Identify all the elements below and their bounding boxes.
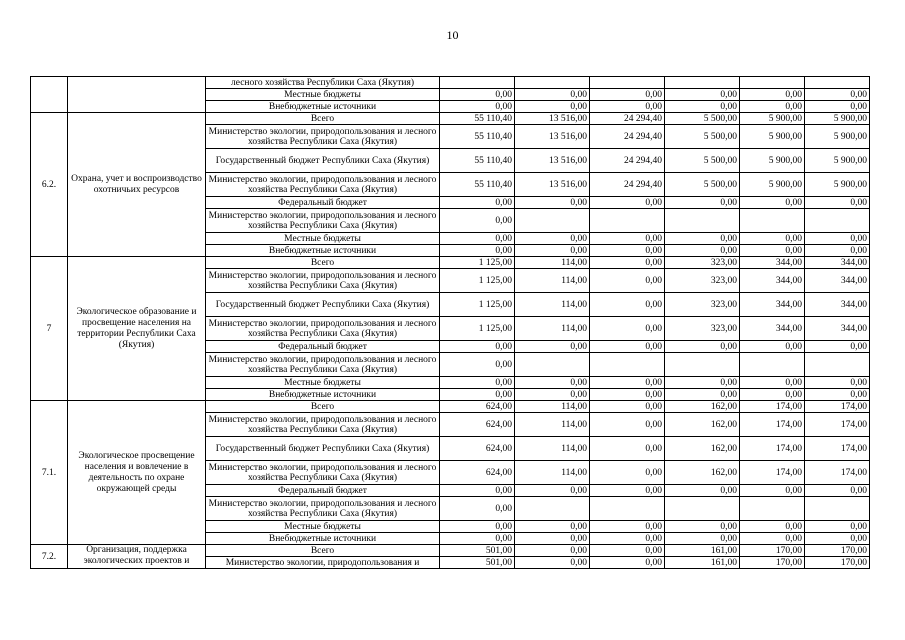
funding-source: Государственный бюджет Республики Саха (Якутия) xyxy=(206,293,440,317)
funding-source: Всего xyxy=(206,401,440,413)
amount-cell: 55 110,40 xyxy=(440,173,515,197)
amount-cell: 0,00 xyxy=(515,389,590,401)
amount-cell: 55 110,40 xyxy=(440,125,515,149)
amount-cell: 0,00 xyxy=(590,101,665,113)
amount-cell: 0,00 xyxy=(440,197,515,209)
amount-cell: 0,00 xyxy=(590,341,665,353)
amount-cell: 0,00 xyxy=(665,377,740,389)
amount-cell: 5 900,00 xyxy=(805,149,870,173)
amount-cell: 114,00 xyxy=(515,257,590,269)
row-code: 6.2. xyxy=(31,113,68,257)
row-program-name: Охрана, учет и воспроизводство охотничьих ресурсов xyxy=(68,113,206,257)
row-code xyxy=(31,77,68,113)
amount-cell: 174,00 xyxy=(805,437,870,461)
amount-cell: 0,00 xyxy=(665,101,740,113)
amount-cell: 344,00 xyxy=(740,269,805,293)
amount-cell: 0,00 xyxy=(740,101,805,113)
amount-cell: 344,00 xyxy=(805,293,870,317)
amount-cell: 5 900,00 xyxy=(805,113,870,125)
amount-cell: 0,00 xyxy=(515,557,590,569)
amount-cell: 13 516,00 xyxy=(515,149,590,173)
amount-cell: 0,00 xyxy=(590,557,665,569)
amount-cell: 0,00 xyxy=(590,437,665,461)
amount-cell: 0,00 xyxy=(665,89,740,101)
row-code: 7 xyxy=(31,257,68,401)
amount-cell: 1 125,00 xyxy=(440,317,515,341)
amount-cell: 0,00 xyxy=(440,521,515,533)
page-number: 10 xyxy=(446,28,459,42)
amount-cell: 0,00 xyxy=(740,377,805,389)
funding-source: Государственный бюджет Республики Саха (Якутия) xyxy=(206,149,440,173)
funding-source: Местные бюджеты xyxy=(206,233,440,245)
amount-cell: 0,00 xyxy=(805,485,870,497)
amount-cell: 0,00 xyxy=(590,461,665,485)
amount-cell: 344,00 xyxy=(740,317,805,341)
amount-cell: 501,00 xyxy=(440,545,515,557)
amount-cell: 323,00 xyxy=(665,269,740,293)
amount-cell: 0,00 xyxy=(740,389,805,401)
amount-cell xyxy=(590,497,665,521)
amount-cell: 162,00 xyxy=(665,437,740,461)
amount-cell: 0,00 xyxy=(740,521,805,533)
amount-cell: 323,00 xyxy=(665,257,740,269)
amount-cell: 174,00 xyxy=(805,461,870,485)
amount-cell: 0,00 xyxy=(440,209,515,233)
row-program-name: Организация, поддержка экологических проектов и xyxy=(68,545,206,569)
amount-cell: 55 110,40 xyxy=(440,149,515,173)
table-row xyxy=(31,77,870,89)
amount-cell: 0,00 xyxy=(805,341,870,353)
amount-cell: 114,00 xyxy=(515,401,590,413)
amount-cell: 5 900,00 xyxy=(805,173,870,197)
amount-cell: 5 900,00 xyxy=(805,125,870,149)
amount-cell: 5 900,00 xyxy=(740,125,805,149)
amount-cell: 1 125,00 xyxy=(440,293,515,317)
amount-cell: 0,00 xyxy=(740,89,805,101)
row-code: 7.2. xyxy=(31,545,68,569)
amount-cell: 114,00 xyxy=(515,269,590,293)
amount-cell xyxy=(805,77,870,89)
amount-cell: 0,00 xyxy=(805,521,870,533)
funding-source: Министерство экологии, природопользования и лесного хозяйства Республики Саха (Якутия) xyxy=(206,317,440,341)
amount-cell: 0,00 xyxy=(665,341,740,353)
amount-cell xyxy=(590,353,665,377)
amount-cell: 0,00 xyxy=(440,389,515,401)
amount-cell: 55 110,40 xyxy=(440,113,515,125)
amount-cell xyxy=(805,353,870,377)
amount-cell: 1 125,00 xyxy=(440,257,515,269)
amount-cell: 0,00 xyxy=(805,533,870,545)
amount-cell: 174,00 xyxy=(740,437,805,461)
amount-cell: 161,00 xyxy=(665,557,740,569)
amount-cell: 0,00 xyxy=(665,245,740,257)
funding-source: Министерство экологии, природопользования и лесного хозяйства Республики Саха (Якутия) xyxy=(206,209,440,233)
amount-cell: 174,00 xyxy=(740,461,805,485)
amount-cell: 0,00 xyxy=(440,245,515,257)
amount-cell: 323,00 xyxy=(665,317,740,341)
funding-source: Министерство экологии, природопользования и лесного хозяйства Республики Саха (Якутия) xyxy=(206,497,440,521)
amount-cell: 1 125,00 xyxy=(440,269,515,293)
amount-cell: 0,00 xyxy=(440,353,515,377)
amount-cell: 114,00 xyxy=(515,461,590,485)
amount-cell: 0,00 xyxy=(665,233,740,245)
amount-cell: 0,00 xyxy=(590,389,665,401)
amount-cell: 0,00 xyxy=(590,377,665,389)
amount-cell xyxy=(515,209,590,233)
amount-cell: 162,00 xyxy=(665,401,740,413)
amount-cell xyxy=(665,353,740,377)
funding-source: Федеральный бюджет xyxy=(206,197,440,209)
amount-cell: 323,00 xyxy=(665,293,740,317)
funding-source: Всего xyxy=(206,545,440,557)
funding-source: Министерство экологии, природопользования и лесного хозяйства Республики Саха (Якутия) xyxy=(206,413,440,437)
amount-cell: 5 500,00 xyxy=(665,125,740,149)
amount-cell: 0,00 xyxy=(515,533,590,545)
amount-cell: 0,00 xyxy=(515,89,590,101)
amount-cell: 0,00 xyxy=(665,485,740,497)
amount-cell: 0,00 xyxy=(515,245,590,257)
amount-cell: 0,00 xyxy=(805,377,870,389)
amount-cell: 624,00 xyxy=(440,401,515,413)
amount-cell: 0,00 xyxy=(665,389,740,401)
amount-cell: 0,00 xyxy=(590,245,665,257)
amount-cell: 0,00 xyxy=(440,485,515,497)
amount-cell: 161,00 xyxy=(665,545,740,557)
amount-cell: 0,00 xyxy=(515,233,590,245)
amount-cell: 0,00 xyxy=(590,401,665,413)
amount-cell: 0,00 xyxy=(515,341,590,353)
amount-cell xyxy=(515,353,590,377)
amount-cell: 0,00 xyxy=(440,233,515,245)
amount-cell: 5 900,00 xyxy=(740,113,805,125)
funding-source: Министерство экологии, природопользования и лесного хозяйства Республики Саха (Якутия) xyxy=(206,173,440,197)
amount-cell xyxy=(740,497,805,521)
amount-cell xyxy=(805,497,870,521)
amount-cell: 24 294,40 xyxy=(590,173,665,197)
amount-cell: 13 516,00 xyxy=(515,173,590,197)
amount-cell: 162,00 xyxy=(665,413,740,437)
amount-cell: 344,00 xyxy=(740,257,805,269)
amount-cell xyxy=(805,209,870,233)
funding-source: Министерство экологии, природопользования и лесного хозяйства Республики Саха (Якутия) xyxy=(206,125,440,149)
amount-cell xyxy=(515,77,590,89)
amount-cell xyxy=(590,209,665,233)
amount-cell: 0,00 xyxy=(590,233,665,245)
amount-cell: 114,00 xyxy=(515,317,590,341)
amount-cell: 170,00 xyxy=(805,557,870,569)
amount-cell: 5 900,00 xyxy=(740,173,805,197)
amount-cell: 174,00 xyxy=(805,413,870,437)
funding-source: Внебюджетные источники xyxy=(206,389,440,401)
amount-cell: 0,00 xyxy=(590,317,665,341)
amount-cell: 501,00 xyxy=(440,557,515,569)
amount-cell: 0,00 xyxy=(590,545,665,557)
funding-source: Всего xyxy=(206,257,440,269)
amount-cell: 0,00 xyxy=(590,257,665,269)
funding-source: Внебюджетные источники xyxy=(206,533,440,545)
table-row xyxy=(31,401,870,413)
funding-source: Местные бюджеты xyxy=(206,89,440,101)
amount-cell: 0,00 xyxy=(515,197,590,209)
funding-source: Внебюджетные источники xyxy=(206,245,440,257)
amount-cell: 0,00 xyxy=(665,521,740,533)
funding-source: Местные бюджеты xyxy=(206,377,440,389)
row-program-name xyxy=(68,77,206,113)
amount-cell: 5 500,00 xyxy=(665,113,740,125)
amount-cell: 624,00 xyxy=(440,461,515,485)
funding-source: Государственный бюджет Республики Саха (Якутия) xyxy=(206,437,440,461)
amount-cell: 344,00 xyxy=(805,269,870,293)
amount-cell: 0,00 xyxy=(740,533,805,545)
funding-source: лесного хозяйства Республики Саха (Якутия) xyxy=(206,77,440,89)
amount-cell: 13 516,00 xyxy=(515,125,590,149)
row-code: 7.1. xyxy=(31,401,68,545)
amount-cell: 344,00 xyxy=(740,293,805,317)
amount-cell: 0,00 xyxy=(440,497,515,521)
amount-cell: 0,00 xyxy=(590,485,665,497)
amount-cell: 0,00 xyxy=(740,341,805,353)
funding-source: Министерство экологии, природопользования и лесного хозяйства Республики Саха (Якутия) xyxy=(206,461,440,485)
amount-cell xyxy=(740,77,805,89)
row-program-name: Экологическое просвещение населения и вовлечение в деятельность по охране окружающей среды xyxy=(68,401,206,545)
amount-cell: 0,00 xyxy=(590,269,665,293)
amount-cell: 24 294,40 xyxy=(590,113,665,125)
amount-cell: 0,00 xyxy=(515,485,590,497)
amount-cell: 624,00 xyxy=(440,437,515,461)
amount-cell xyxy=(515,497,590,521)
amount-cell: 0,00 xyxy=(740,233,805,245)
table-row xyxy=(31,545,870,557)
amount-cell: 0,00 xyxy=(590,197,665,209)
amount-cell: 0,00 xyxy=(805,101,870,113)
amount-cell: 170,00 xyxy=(740,545,805,557)
amount-cell: 344,00 xyxy=(805,317,870,341)
amount-cell: 0,00 xyxy=(590,89,665,101)
table-row xyxy=(31,257,870,269)
amount-cell: 0,00 xyxy=(440,341,515,353)
funding-source: Всего xyxy=(206,113,440,125)
amount-cell xyxy=(440,77,515,89)
amount-cell: 114,00 xyxy=(515,293,590,317)
amount-cell: 0,00 xyxy=(590,413,665,437)
amount-cell: 0,00 xyxy=(805,245,870,257)
funding-source: Внебюджетные источники xyxy=(206,101,440,113)
amount-cell: 0,00 xyxy=(665,197,740,209)
amount-cell: 5 500,00 xyxy=(665,149,740,173)
amount-cell: 174,00 xyxy=(740,401,805,413)
funding-source: Федеральный бюджет xyxy=(206,485,440,497)
amount-cell: 170,00 xyxy=(805,545,870,557)
funding-source: Местные бюджеты xyxy=(206,521,440,533)
amount-cell: 0,00 xyxy=(440,533,515,545)
amount-cell: 0,00 xyxy=(590,521,665,533)
amount-cell: 0,00 xyxy=(440,101,515,113)
amount-cell: 162,00 xyxy=(665,461,740,485)
amount-cell: 344,00 xyxy=(805,257,870,269)
amount-cell: 0,00 xyxy=(515,101,590,113)
amount-cell: 0,00 xyxy=(805,233,870,245)
amount-cell: 0,00 xyxy=(440,89,515,101)
amount-cell: 0,00 xyxy=(665,533,740,545)
amount-cell: 0,00 xyxy=(740,245,805,257)
amount-cell: 0,00 xyxy=(805,389,870,401)
amount-cell: 0,00 xyxy=(515,377,590,389)
funding-source: Министерство экологии, природопользования и лесного хозяйства Республики Саха (Якутия) xyxy=(206,353,440,377)
amount-cell: 0,00 xyxy=(590,533,665,545)
amount-cell: 5 900,00 xyxy=(740,149,805,173)
amount-cell: 0,00 xyxy=(515,545,590,557)
amount-cell xyxy=(665,77,740,89)
amount-cell xyxy=(740,209,805,233)
table-row xyxy=(31,113,870,125)
amount-cell: 0,00 xyxy=(590,293,665,317)
funding-source: Министерство экологии, природопользования и xyxy=(206,557,440,569)
row-program-name: Экологическое образование и просвещение населения на территории Республики Саха (Якутия) xyxy=(68,257,206,401)
amount-cell: 0,00 xyxy=(515,521,590,533)
amount-cell: 0,00 xyxy=(740,197,805,209)
amount-cell: 174,00 xyxy=(740,413,805,437)
amount-cell xyxy=(665,497,740,521)
amount-cell: 114,00 xyxy=(515,437,590,461)
funding-source: Федеральный бюджет xyxy=(206,341,440,353)
amount-cell: 170,00 xyxy=(740,557,805,569)
budget-table xyxy=(30,76,870,569)
amount-cell xyxy=(740,353,805,377)
amount-cell: 24 294,40 xyxy=(590,125,665,149)
amount-cell: 5 500,00 xyxy=(665,173,740,197)
amount-cell: 0,00 xyxy=(740,485,805,497)
amount-cell: 624,00 xyxy=(440,413,515,437)
amount-cell: 0,00 xyxy=(805,89,870,101)
funding-source: Министерство экологии, природопользования и лесного хозяйства Республики Саха (Якутия) xyxy=(206,269,440,293)
amount-cell: 13 516,00 xyxy=(515,113,590,125)
amount-cell: 0,00 xyxy=(805,197,870,209)
amount-cell: 174,00 xyxy=(805,401,870,413)
amount-cell: 114,00 xyxy=(515,413,590,437)
amount-cell: 24 294,40 xyxy=(590,149,665,173)
amount-cell xyxy=(665,209,740,233)
amount-cell: 0,00 xyxy=(440,377,515,389)
amount-cell xyxy=(590,77,665,89)
